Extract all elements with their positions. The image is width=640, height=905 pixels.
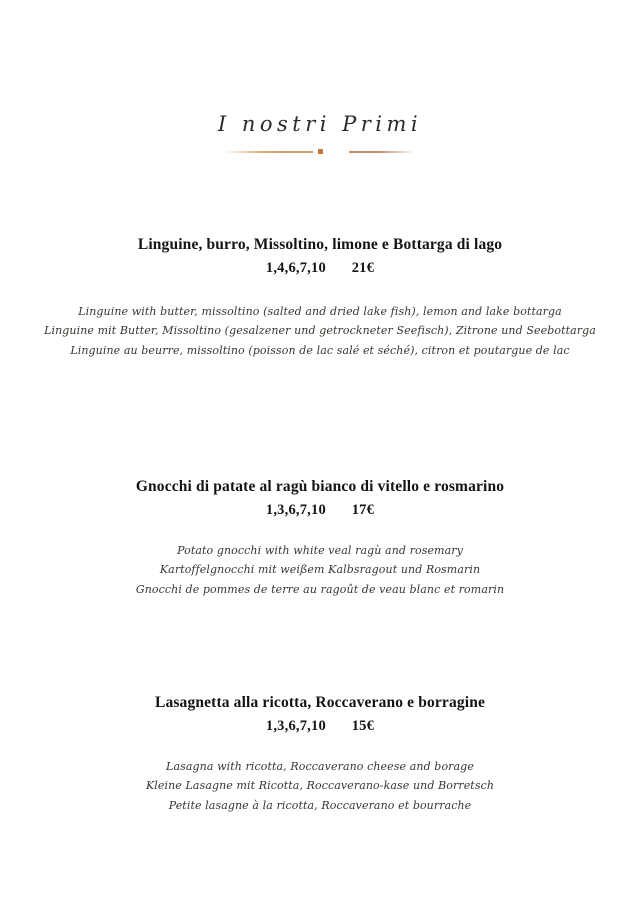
menu-header xyxy=(0,0,640,157)
dish-meta xyxy=(0,260,640,277)
dish-description-fr: Linguine au beurre, missoltino (poisson de lac salé et séché), citron et poutargue de lac xyxy=(70,343,570,357)
dish-list xyxy=(0,235,640,815)
dish-description-fr: Petite lasagne à la ricotta, Roccaverano et bourrache xyxy=(168,798,472,812)
dish-description-en: Linguine with butter, missoltino (salted and dried lake fish), lemon and lake bottarga xyxy=(78,304,562,318)
dish-meta xyxy=(0,502,640,519)
page-title: I nostri Primi xyxy=(217,112,423,136)
dish-description-en: Potato gnocchi with white veal ragù and rosemary xyxy=(177,543,463,557)
dish-item xyxy=(0,477,640,599)
dish-description-fr: Gnocchi de pommes de terre au ragoût de veau blanc et romarin xyxy=(135,582,505,596)
dish-descriptions xyxy=(0,541,640,600)
dish-price: 15€ xyxy=(351,717,375,734)
dish-title: Linguine, burro, Missoltino, limone e Bottarga di lago xyxy=(137,236,503,254)
dish-description-de: Linguine mit Butter, Missoltino (gesalzener und getrockneter Seefisch), Zitrone und Seebottarga xyxy=(44,324,596,338)
divider-dot-icon xyxy=(318,149,323,154)
dish-allergens: 1,4,6,7,10 xyxy=(265,259,326,276)
dish-title: Lasagnetta alla ricotta, Roccaverano e borragine xyxy=(154,694,486,712)
dish-description-de: Kleine Lasagne mit Ricotta, Roccaverano-kase und Borretsch xyxy=(145,779,495,793)
dish-descriptions xyxy=(0,757,640,816)
dish-allergens: 1,3,6,7,10 xyxy=(265,501,326,518)
divider-line-right xyxy=(349,151,415,153)
dish-meta xyxy=(0,718,640,735)
dish-price: 17€ xyxy=(351,501,375,518)
dish-price: 21€ xyxy=(351,259,375,276)
header-divider-ornament xyxy=(225,147,415,157)
divider-line-left xyxy=(225,151,313,153)
dish-description-en: Lasagna with ricotta, Roccaverano cheese and borage xyxy=(166,759,474,773)
dish-item xyxy=(0,693,640,815)
dish-item xyxy=(0,235,640,360)
dish-title: Gnocchi di patate al ragù bianco di vitello e rosmarino xyxy=(135,478,505,496)
dish-descriptions xyxy=(0,302,640,361)
dish-allergens: 1,3,6,7,10 xyxy=(265,717,326,734)
dish-description-de: Kartoffelgnocchi mit weißem Kalbsragout und Rosmarin xyxy=(159,563,481,577)
